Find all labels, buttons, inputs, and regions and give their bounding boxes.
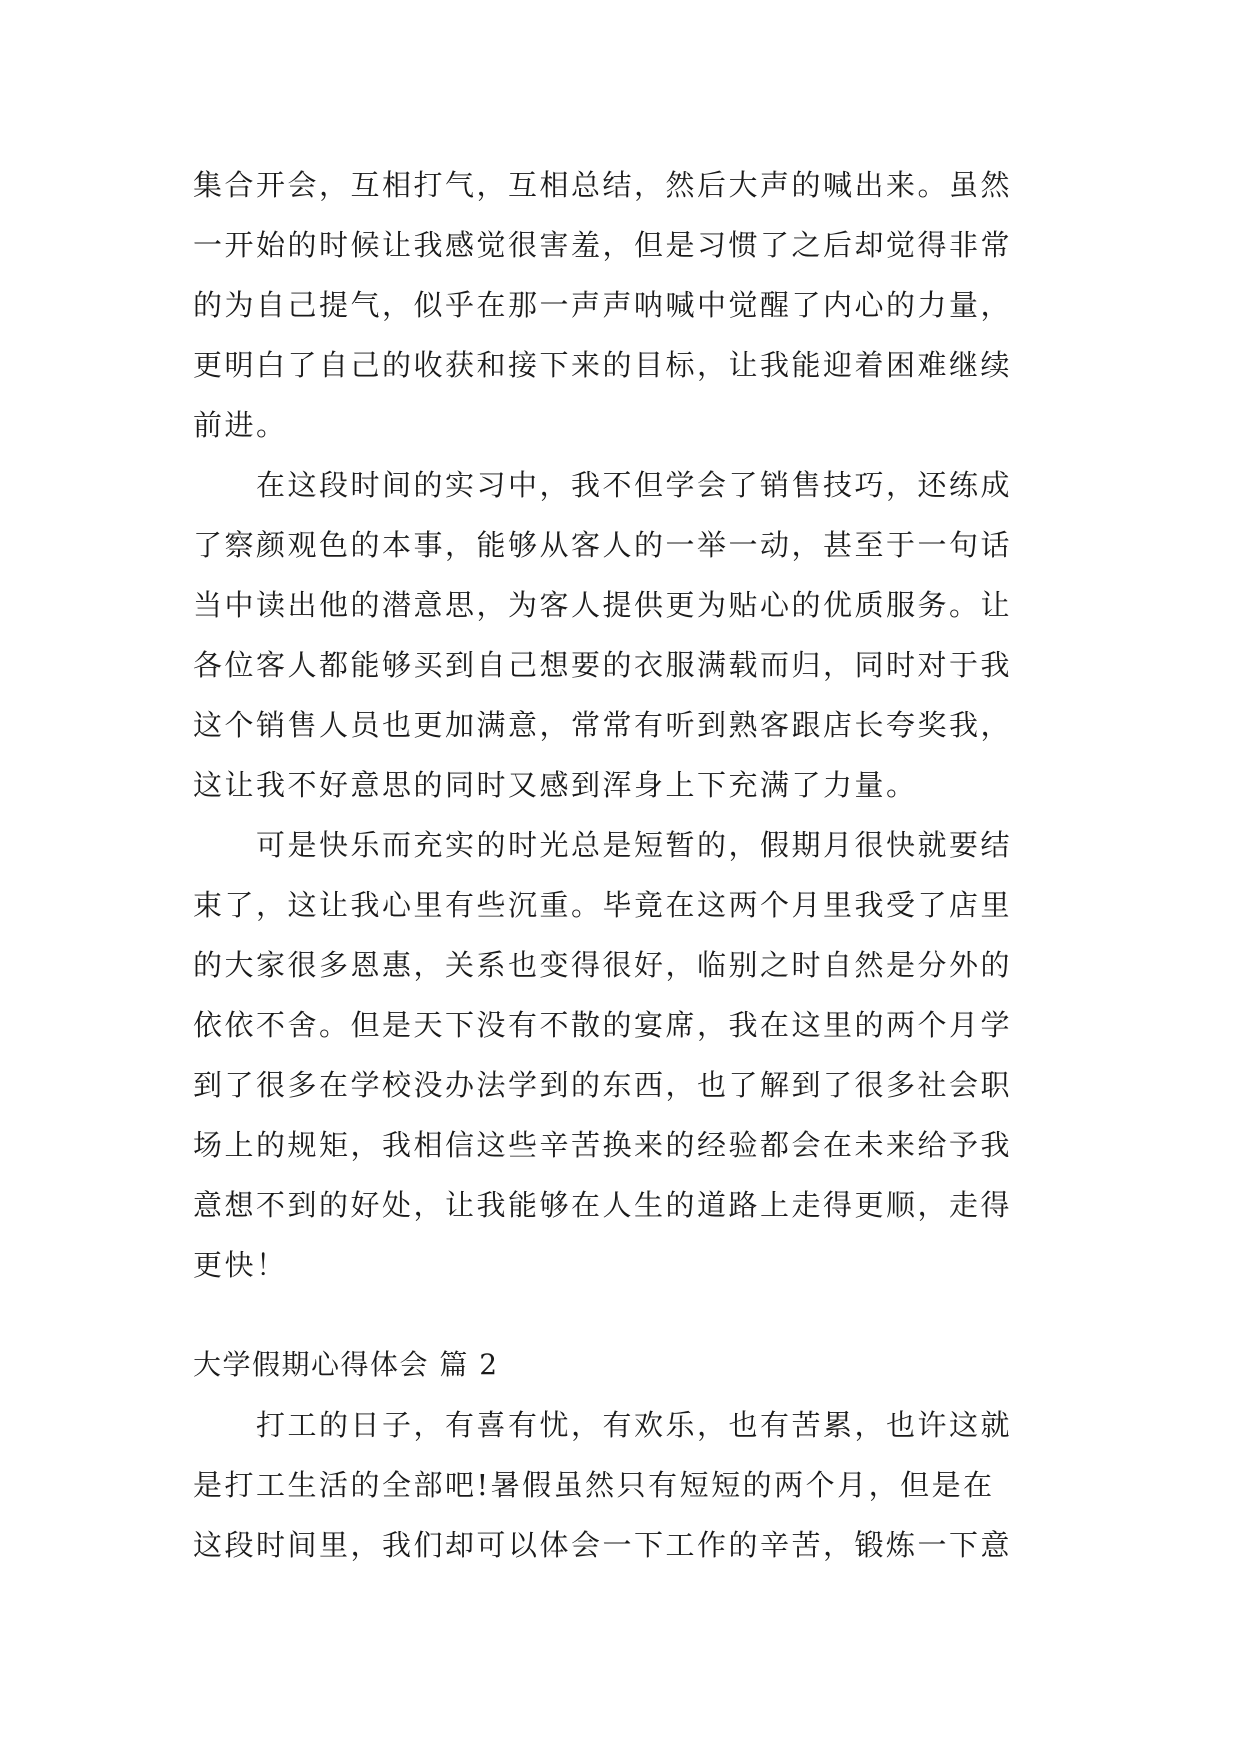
section-paragraph-line-3: 这段时间里，我们却可以体会一下工作的辛苦，锻炼一下意 <box>193 1528 1013 1562</box>
paragraph-3-line-4: 依依不舍。但是天下没有不散的宴席，我在这里的两个月学 <box>193 1008 1013 1042</box>
paragraph-2-line-5: 这个销售人员也更加满意，常常有听到熟客跟店长夸奖我， <box>193 708 1013 742</box>
paragraph-3-line-3: 的大家很多恩惠，关系也变得很好，临别之时自然是分外的 <box>193 948 1013 982</box>
paragraph-2-line-3: 当中读出他的潜意思，为客人提供更为贴心的优质服务。让 <box>193 588 1013 622</box>
paragraph-3-line-8: 更快！ <box>193 1248 288 1282</box>
section-heading: 大学假期心得体会 篇 2 <box>193 1348 499 1381</box>
paragraph-1-line-1: 集合开会，互相打气，互相总结，然后大声的喊出来。虽然 <box>193 168 1013 202</box>
paragraph-3-line-1: 可是快乐而充实的时光总是短暂的，假期月很快就要结 <box>256 828 1013 862</box>
paragraph-2-line-2: 了察颜观色的本事，能够从客人的一举一动，甚至于一句话 <box>193 528 1013 562</box>
paragraph-2-line-4: 各位客人都能够买到自己想要的衣服满载而归，同时对于我 <box>193 648 1013 682</box>
paragraph-2-line-1: 在这段时间的实习中，我不但学会了销售技巧，还练成 <box>256 468 1013 502</box>
paragraph-1-line-4: 更明白了自己的收获和接下来的目标，让我能迎着困难继续 <box>193 348 1013 382</box>
paragraph-1-line-3: 的为自己提气，似乎在那一声声呐喊中觉醒了内心的力量， <box>193 288 1013 322</box>
paragraph-3-line-2: 束了，这让我心里有些沉重。毕竟在这两个月里我受了店里 <box>193 888 1013 922</box>
paragraph-2-line-6: 这让我不好意思的同时又感到浑身上下充满了力量。 <box>193 768 918 802</box>
section-paragraph-line-1: 打工的日子，有喜有忧，有欢乐，也有苦累，也许这就 <box>256 1408 1013 1442</box>
paragraph-1-line-5: 前进。 <box>193 408 288 442</box>
paragraph-3-line-5: 到了很多在学校没办法学到的东西，也了解到了很多社会职 <box>193 1068 1013 1102</box>
paragraph-1-line-2: 一开始的时候让我感觉很害羞，但是习惯了之后却觉得非常 <box>193 228 1013 262</box>
paragraph-3-line-6: 场上的规矩，我相信这些辛苦换来的经验都会在未来给予我 <box>193 1128 1013 1162</box>
section-paragraph-line-2: 是打工生活的全部吧!暑假虽然只有短短的两个月，但是在 <box>193 1468 995 1502</box>
paragraph-3-line-7: 意想不到的好处，让我能够在人生的道路上走得更顺，走得 <box>193 1188 1013 1222</box>
